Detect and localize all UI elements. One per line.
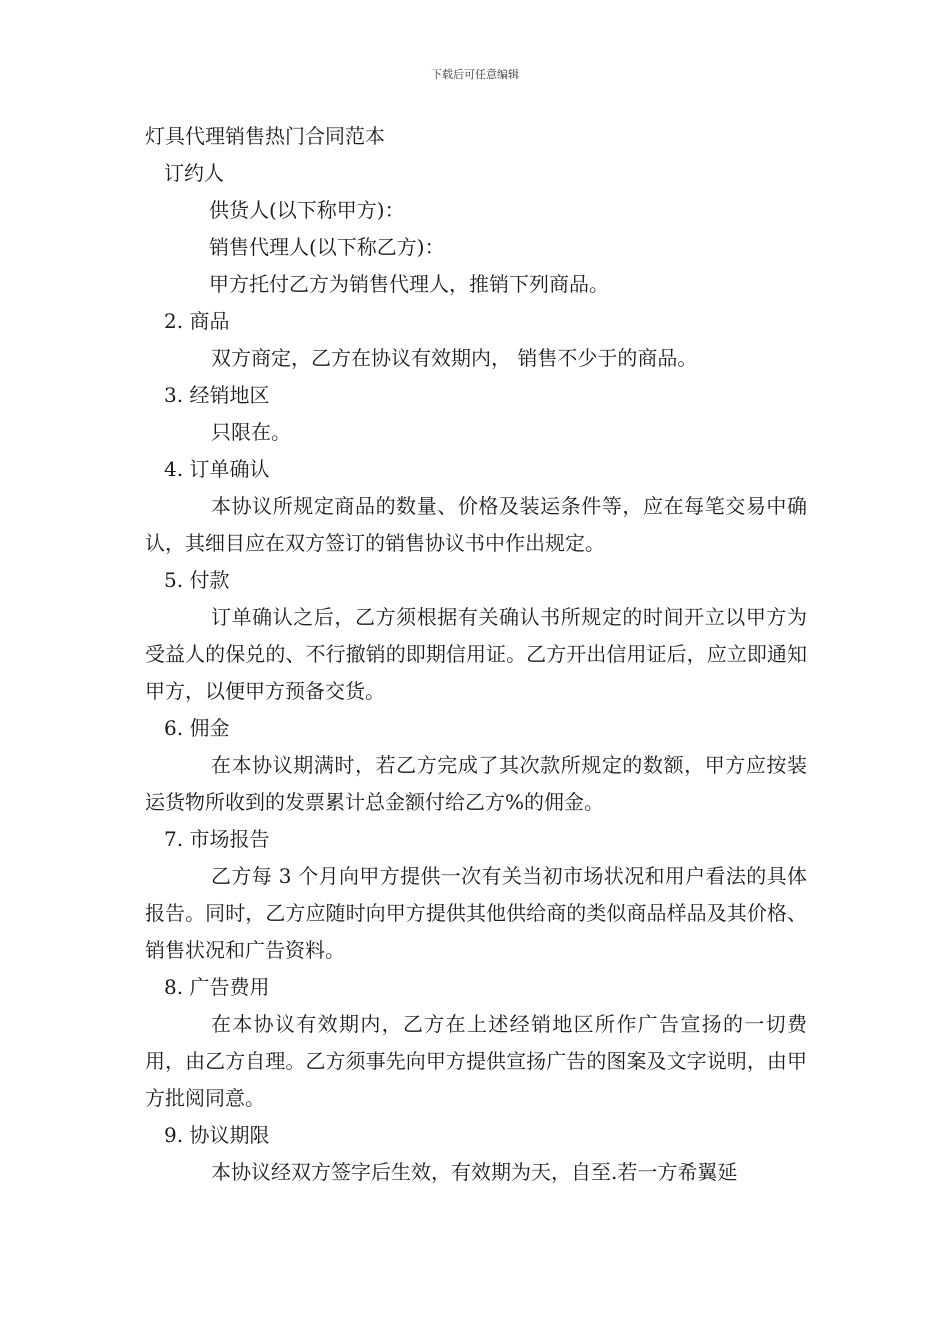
section-heading: 2. 商品 <box>164 309 230 333</box>
section-heading: 6. 佣金 <box>164 716 230 740</box>
section-heading: 7. 市场报告 <box>164 827 270 851</box>
section-advertising <box>145 969 807 1117</box>
document-body <box>145 118 807 1191</box>
section-commission <box>145 710 807 821</box>
signatories-label: 订约人 <box>164 161 224 185</box>
section-market-report <box>145 821 807 969</box>
section-body: 在本协议期满时，若乙方完成了其次款所规定的数额，甲方应按装运货物所收到的发票累计总金额付给乙方%的佣金。 <box>145 753 807 814</box>
section-goods <box>145 303 807 377</box>
section-heading: 5. 付款 <box>164 568 230 592</box>
section-body: 只限在。 <box>211 420 291 444</box>
section-region <box>145 377 807 451</box>
section-order-confirmation <box>145 451 807 562</box>
section-body: 双方商定，乙方在协议有效期内， 销售不少于的商品。 <box>211 346 698 370</box>
section-body: 本协议经双方签字后生效，有效期为天，自至.若一方希翼延 <box>211 1160 738 1184</box>
section-body: 本协议所规定商品的数量、价格及装运条件等，应在每笔交易中确认，其细目应在双方签订的销售协议书中作出规定。 <box>145 494 807 555</box>
header-note: 下载后可任意编辑 <box>431 68 519 81</box>
section-term <box>145 1117 807 1191</box>
section-heading: 4. 订单确认 <box>164 457 270 481</box>
supplier-line: 供货人(以下称甲方)： <box>209 198 405 222</box>
section-body: 在本协议有效期内，乙方在上述经销地区所作广告宣扬的一切费用，由乙方自理。乙方须事先向甲方提供宣扬广告的图案及文字说明，由甲方批阅同意。 <box>145 1012 807 1110</box>
intro-line: 甲方托付乙方为销售代理人，推销下列商品。 <box>209 272 609 296</box>
section-heading: 3. 经销地区 <box>164 383 270 407</box>
section-body: 订单确认之后，乙方须根据有关确认书所规定的时间开立以甲方为受益人的保兑的、不行撤销的即期信用证。乙方开出信用证后，应立即通知甲方，以便甲方预备交货。 <box>145 605 807 703</box>
section-heading: 8. 广告费用 <box>164 975 270 999</box>
section-payment <box>145 562 807 710</box>
document-title: 灯具代理销售热门合同范本 <box>145 124 385 148</box>
agent-line: 销售代理人(以下称乙方)： <box>209 235 445 259</box>
section-heading: 9. 协议期限 <box>164 1123 270 1147</box>
section-body: 乙方每 3 个月向甲方提供一次有关当初市场状况和用户看法的具体报告。同时，乙方应随时向甲方提供其他供给商的类似商品样品及其价格、销售状况和广告资料。 <box>145 864 807 962</box>
